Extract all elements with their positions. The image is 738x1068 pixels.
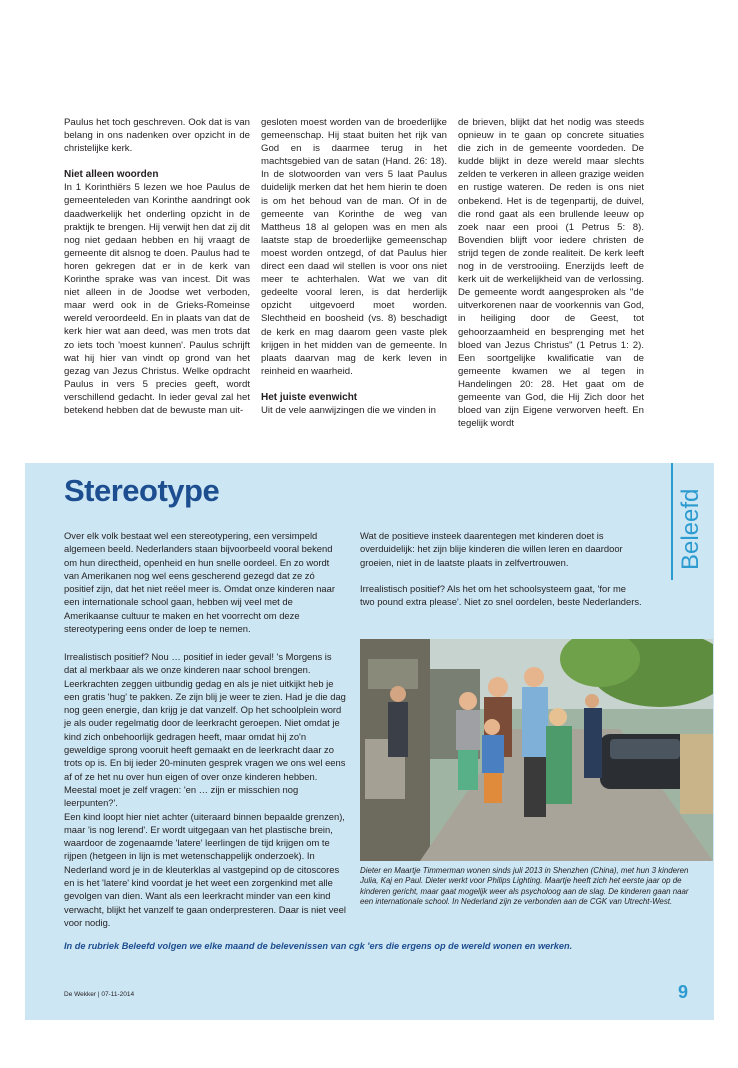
article-paragraph: de brieven, blijkt dat het nodig was steeds opnieuw in te gaan op concrete situaties die zich in de gemeente voordeden. De kudde blijkt in deze wereld maar slechts zelden te verkeren in alleen grazige weiden en rustige wateren. De reden is ons niet onbekend. Het is de tegenpartij, de duivel, die rond gaat als een brullende leeuw op zoek naar een prooi (1 Petrus 5: 8). Bovendien blijft voor iedere christen de strijd tegen de zonde realiteit. De kerk leeft nog in de verstrooiing. Enerzijds leeft de kerk uit de werkelijkheid van de verlossing. De gemeente wordt aangesproken als "de uitverkorenen naar de voorkennis van God, in heiliging door de Geest, tot gehoorzaamheid en besprenging met het bloed van Jezus Christus" (1 Petrus 1: 2). Een soortgelijke kwalificatie van de gemeente kwamen we al tegen in Handelingen 20: 28. Het gaat om de gemeente van God, die Hij Zich door het bloed van zijn Eigene verworven heeft. En tegelijk wordt xyxy=(458,117,644,430)
photo-caption: Dieter en Maartje Timmerman wonen sinds juli 2013 in Shenzhen (China), met hun 3 kinderen Julia, Kaj en Paul. Dieter werkt voor Philips Lighting. Maartje heeft zich het eerste jaar op de kinderen gericht, maar gaat mogelijk weer als psycholoog aan de slag. De kinderen gaan naar een internationale school. In Nederland zijn ze verbonden aan de CGK van Utrecht-West. xyxy=(360,866,689,907)
article-column-2 xyxy=(261,116,447,417)
article-column-3 xyxy=(458,116,644,430)
article-column-1 xyxy=(64,116,250,417)
family-photo xyxy=(360,639,713,861)
beleefd-right-text xyxy=(360,529,642,608)
beleefd-paragraph: Wat de positieve insteek daarentegen met kinderen doet is overduidelijk: het zijn blije kinderen die willen leren en daardoor groeien, niet in de laatste plaats in zelfvertrouwen. xyxy=(360,530,623,568)
page-number: 9 xyxy=(678,982,689,1002)
beleefd-paragraph: Een kind loopt hier niet achter (uiteraard binnen bepaalde grenzen), maar 'is nog lerend'. Er wordt uitgegaan van het plastische brein, waardoor de zogenaamde 'latere' leerlingen de tijd krijgen om te rijpen (hetgeen in lijn is met wetenschappelijk onderzoek). In Nederland word je in de kleuterklas al vastgepind op de citoscores en is het 'latere' kind voordat je het weet een zorgenkind met alle gevolgen van dien. Want als een leerkracht minder van een kind verwacht, blijkt het vanzelf te gaan onderpresteren. Daar is niet veel voor nodig. xyxy=(64,810,346,928)
section-divider-line xyxy=(671,463,673,580)
section-heading: Het juiste evenwicht xyxy=(261,391,358,403)
footer-publication: De Wekker | 07-11-2014 xyxy=(64,991,135,998)
beleefd-paragraph: Over elk volk bestaat wel een stereotypering, een versimpeld algemeen beeld. Nederlanders staan bijvoorbeeld vooral bekend om hun directheid, openheid en hun snelle oordeel. En zo wordt van Amerikanen nog wel eens gescherend gezegd dat ze zó positief zijn, dat het niet reëel meer is. Omdat onze kinderen naar een internationale school gaan, hebben wij veel met de Amerikaanse cultuur te maken en het voorrecht om deze stereotypering eens onder de loep te nemen. xyxy=(64,530,335,635)
article-paragraph: Uit de vele aanwijzingen die we vinden in xyxy=(261,404,436,416)
beleefd-left-text xyxy=(64,650,346,929)
beleefd-title: Stereotype xyxy=(64,473,220,508)
beleefd-paragraph: Irrealistisch positief? Nou … positief in ieder geval! 's Morgens is dat al merkbaar als we onze kinderen naar school brengen. Leerkrachten zeggen uitbundig gedag en als je niet uitkijkt heb je een gratis 'hug' te pakken. Ze zijn blij je weer te zien. Had je die dag nog geen energie, dan krijg je dat vanzelf. Op het schoolplein word je als ouder regelmatig door de leerkracht geroepen. Niet omdat je kind zich onbehoorlijk gedragen heeft, maar omdat hij zo'n geweldige sprong vooruit heeft gemaakt en de leerkracht daar zo trots op is. En bij ieder 20-minuten gesprek vragen we ons wel eens af of ze het nu over hun eigen of over onze kinderen hebben. Meestal moet je zelf vragen: 'en … zijn er misschien nog leerpunten?'. xyxy=(64,651,346,809)
column-footnote: In de rubriek Beleefd volgen we elke maand de belevenissen van cgk 'ers die ergens op de wereld wonen en werken. xyxy=(64,941,573,951)
article-paragraph: In 1 Korinthiërs 5 lezen we hoe Paulus de gemeenteleden van Korinthe aandringt ook daadwerkelijk het onderling opzicht in de praktijk te brengen. Hij verwijt hen dat zij dit nog niet gedaan hebben en hij vraagt de gemeente dit alsnog te doen. Paulus had te horen gekregen dat er in de kerk van Korinthe sprake was van incest. Dit was niet alleen in de Joodse wet verboden, maar werd ook in de Grieks-Romeinse wereld veroordeeld. En in plaats van dat de kerk hier wat aan deed, was men trots dat zo iets toch 'moest kunnen'. Paulus schrijft wat hij hier van vindt op grond van het gezag van Jezus Christus. Welke opdracht Paulus in vers 5 precies geeft, wordt verschillend gedacht. In ieder geval zal het betekend hebben dat de bewuste man uit- xyxy=(64,182,250,416)
section-label: Beleefd xyxy=(677,488,704,570)
beleefd-paragraph: Irrealistisch positief? Als het om het schoolsysteem gaat, 'for me two pound extra please'. Niet zo snel oordelen, beste Nederlanders. xyxy=(360,582,642,608)
section-heading: Niet alleen woorden xyxy=(64,169,159,181)
article-paragraph: Paulus het toch geschreven. Ook dat is van belang in ons nadenken over opzicht in de christelijke kerk. xyxy=(64,117,250,155)
beleefd-intro xyxy=(64,529,346,635)
article-paragraph: gesloten moest worden van de broederlijke gemeenschap. Hij staat buiten het rijk van God en is daarmee terug in het machtsgebied van de satan (Hand. 26: 18). In de slotwoorden van vers 5 laat Paulus duidelijk merken dat het hem hierin te doen is om het behoud van de man. Of in de gemeente van Korinthe de weg van Mattheus 18 al gelopen was en men als laatste stap de broederlijke gemeenschap moest worden ontzegd, of dat Paulus hier direct een daad wil stellen is voor ons niet meer te achterhalen. Wat we van dit gedeelte vooral leren, is dat herderlijk opzicht uitgevoerd moet worden. Slechtheid en boosheid (vs. 8) beschadigt de kerk en mag daarom geen vaste plek krijgen in het midden van de gemeente. In plaats daarvan mag de kerk leven in reinheid en waarheid. xyxy=(261,117,447,377)
